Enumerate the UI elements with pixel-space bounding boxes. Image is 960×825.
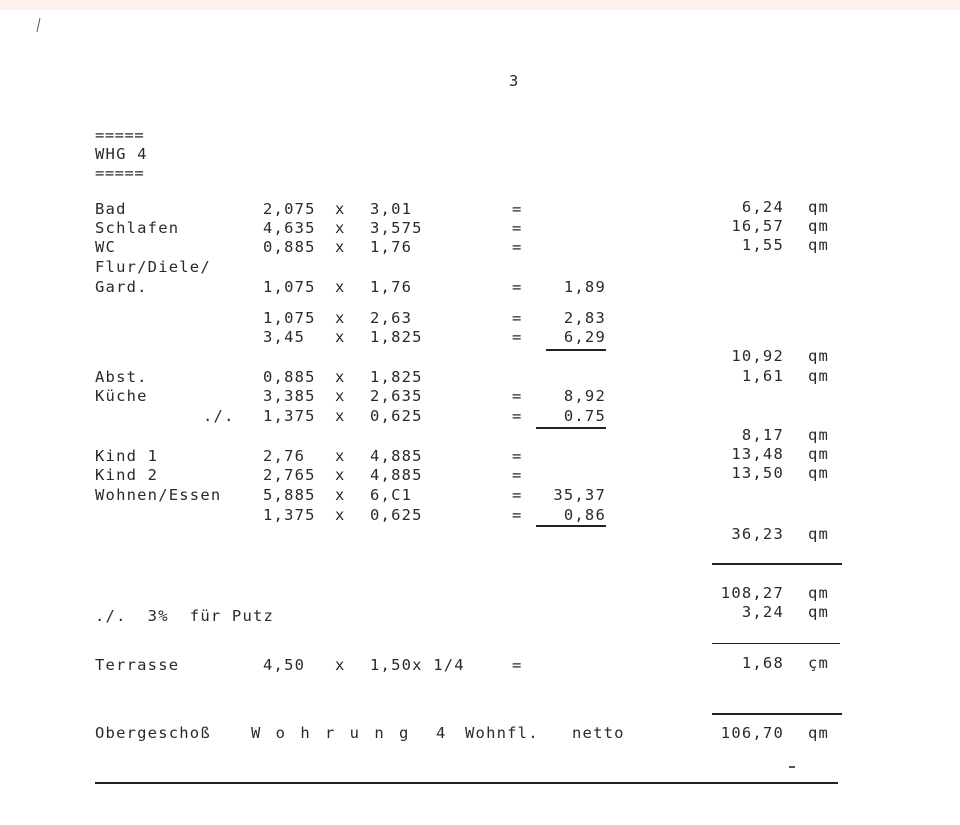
dimension-b: 4,885 (370, 466, 423, 484)
dimension-b: 0,625 (370, 407, 423, 425)
subtotal-underline (536, 525, 606, 527)
page-title: WHG 4 (95, 145, 148, 163)
terrasse-unit: çm (808, 654, 830, 672)
times-sign: x (335, 219, 346, 237)
area-value: 6,24 (741, 198, 784, 216)
area-value: 13,48 (731, 445, 784, 463)
subtotal-value: 2,83 (563, 309, 606, 327)
area-value: 8,17 (741, 426, 784, 444)
subtotal-value: 6,29 (563, 328, 606, 346)
terrasse-eq: = (512, 656, 523, 674)
times-sign: x (335, 447, 346, 465)
dimension-a: 2,765 (263, 466, 316, 484)
footer-unit: qm (808, 724, 830, 742)
times-sign: x (335, 309, 346, 327)
total-area: 108,27 (720, 584, 784, 602)
room-label: WC (95, 238, 117, 256)
times-sign: x (335, 238, 346, 256)
footer-area: 106,70 (720, 724, 784, 742)
terrasse-a: 4,50 (263, 656, 306, 674)
area-value: 36,23 (731, 525, 784, 543)
dimension-b: 3,01 (370, 200, 413, 218)
equals-sign: = (512, 447, 523, 465)
room-label: Gard. (95, 278, 148, 296)
equals-sign: = (512, 506, 523, 524)
dimension-a: 5,885 (263, 486, 316, 504)
dimension-a: 1,375 (263, 506, 316, 524)
subtotal-value: 0,86 (563, 506, 606, 524)
area-unit: qm (808, 464, 830, 482)
scan-mark (37, 18, 41, 32)
dimension-a: 4,635 (263, 219, 316, 237)
area-value: 1,61 (741, 367, 784, 385)
terrasse-b: 1,50x 1/4 (370, 656, 465, 674)
room-label: ./. (203, 407, 235, 425)
area-value: 16,57 (731, 217, 784, 235)
footer-spaced: W o h r u n g 4 (251, 724, 449, 742)
dimension-b: 2,635 (370, 387, 423, 405)
times-sign: x (335, 466, 346, 484)
equals-sign: = (512, 219, 523, 237)
putz-label: ./. 3% für Putz (95, 607, 275, 625)
dimension-b: 1,825 (370, 368, 423, 386)
area-unit: qm (808, 525, 830, 543)
times-sign: x (335, 486, 346, 504)
area-value: 1,55 (741, 236, 784, 254)
dimension-b: 2,63 (370, 309, 413, 327)
dimension-a: 0,885 (263, 238, 316, 256)
equals-sign: = (512, 238, 523, 256)
room-label: Wohnen/Essen (95, 486, 222, 504)
equals-sign: = (512, 387, 523, 405)
footer-wohnfl: Wohnfl. (465, 724, 539, 742)
times-sign: x (335, 407, 346, 425)
equals-sign: = (512, 328, 523, 346)
room-label: Kind 2 (95, 466, 159, 484)
header-rule-top: ===== (95, 126, 145, 144)
dimension-a: 2,075 (263, 200, 316, 218)
subtotal-underline (546, 349, 606, 351)
footer-rule (712, 713, 842, 715)
total-rule (712, 563, 842, 565)
dimension-a: 3,385 (263, 387, 316, 405)
room-label: Küche (95, 387, 148, 405)
dimension-a: 0,885 (263, 368, 316, 386)
dimension-b: 6,C1 (370, 486, 413, 504)
header-rule-bottom: ===== (95, 164, 145, 182)
dimension-a: 1,375 (263, 407, 316, 425)
subtotal-value: 8,92 (563, 387, 606, 405)
times-sign: x (335, 328, 346, 346)
equals-sign: = (512, 486, 523, 504)
area-unit: qm (808, 347, 830, 365)
terrasse-area: 1,68 (741, 654, 784, 672)
page-number: 3 (509, 72, 520, 90)
subtotal-value: 1,89 (563, 278, 606, 296)
area-unit: qm (808, 198, 830, 216)
room-label: Kind 1 (95, 447, 159, 465)
putz-unit: qm (808, 603, 830, 621)
equals-sign: = (512, 200, 523, 218)
area-unit: qm (808, 426, 830, 444)
dimension-a: 1,075 (263, 278, 316, 296)
equals-sign: = (512, 407, 523, 425)
document-page (0, 10, 960, 825)
scan-mark (789, 766, 795, 768)
dimension-a: 3,45 (263, 328, 306, 346)
dimension-b: 0,625 (370, 506, 423, 524)
area-unit: qm (808, 445, 830, 463)
dimension-a: 1,075 (263, 309, 316, 327)
area-unit: qm (808, 236, 830, 254)
bottom-rule (95, 782, 838, 784)
dimension-a: 2,76 (263, 447, 306, 465)
times-sign: x (335, 506, 346, 524)
times-sign: x (335, 278, 346, 296)
dimension-b: 1,76 (370, 278, 413, 296)
room-label: Flur/Diele/ (95, 258, 211, 276)
room-label: Schlafen (95, 219, 180, 237)
dimension-b: 4,885 (370, 447, 423, 465)
subtotal-value: 0.75 (563, 407, 606, 425)
terrasse-label: Terrasse (95, 656, 180, 674)
subtotal-underline (536, 427, 606, 429)
equals-sign: = (512, 278, 523, 296)
putz-rule (712, 643, 840, 644)
equals-sign: = (512, 466, 523, 484)
times-sign: x (335, 387, 346, 405)
total-unit: qm (808, 584, 830, 602)
subtotal-value: 35,37 (553, 486, 606, 504)
footer-label: Obergeschoß (95, 724, 211, 742)
dimension-b: 1,76 (370, 238, 413, 256)
area-value: 10,92 (731, 347, 784, 365)
equals-sign: = (512, 309, 523, 327)
terrasse-x: x (335, 656, 346, 674)
times-sign: x (335, 200, 346, 218)
dimension-b: 1,825 (370, 328, 423, 346)
dimension-b: 3,575 (370, 219, 423, 237)
area-unit: qm (808, 367, 830, 385)
footer-netto: netto (572, 724, 625, 742)
room-label: Bad (95, 200, 127, 218)
area-unit: qm (808, 217, 830, 235)
area-value: 13,50 (731, 464, 784, 482)
times-sign: x (335, 368, 346, 386)
putz-area: 3,24 (741, 603, 784, 621)
room-label: Abst. (95, 368, 148, 386)
